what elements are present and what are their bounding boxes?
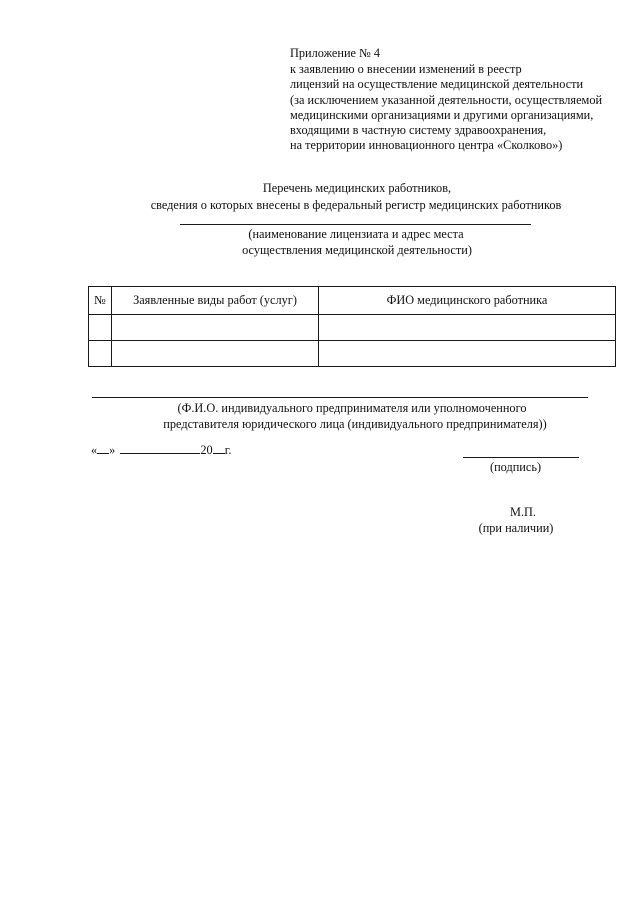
- appendix-line: к заявлению о внесении изменений в реестр: [290, 62, 522, 77]
- signatory-caption: [0, 400, 640, 432]
- table-cell-worker-name[interactable]: [319, 341, 616, 367]
- day-blank[interactable]: [97, 443, 109, 454]
- year-suffix: г.: [224, 443, 232, 457]
- document-title: [0, 180, 640, 213]
- licensee-caption: [0, 226, 640, 258]
- appendix-line: входящими в частную систему здравоохранения,: [290, 123, 547, 138]
- medical-staff-table: [88, 286, 616, 367]
- appendix-line: лицензий на осуществление медицинской деятельности: [290, 77, 584, 92]
- appendix-block: [290, 46, 602, 153]
- licensee-name-line[interactable]: [180, 224, 531, 225]
- year-blank[interactable]: [213, 443, 225, 454]
- month-blank[interactable]: [120, 443, 200, 454]
- seal-block: [471, 504, 561, 536]
- appendix-line: медицинскими организациями и другими организациями,: [290, 107, 594, 122]
- date-field: [91, 443, 231, 458]
- table-row: [89, 341, 616, 367]
- date-open-quote: «: [91, 443, 98, 457]
- title-line-2: сведения о которых внесены в федеральный регистр медицинских работников: [150, 197, 562, 212]
- signature-label: (подпись): [490, 460, 542, 474]
- table-cell-work-types[interactable]: [112, 315, 319, 341]
- column-header-worker-name: ФИО медицинского работника: [319, 287, 616, 315]
- signatory-caption-line-2: представителя юридического лица (индивидуального предпринимателя)): [163, 417, 547, 431]
- table-cell-number[interactable]: [89, 341, 112, 367]
- table-cell-number[interactable]: [89, 315, 112, 341]
- date-close-quote: »: [109, 443, 116, 457]
- table-cell-work-types[interactable]: [112, 341, 319, 367]
- appendix-line: на территории инновационного центра «Сколково»): [290, 138, 563, 153]
- table-header-row: [89, 287, 616, 315]
- signatory-name-line[interactable]: [92, 397, 588, 398]
- column-header-number: №: [89, 287, 112, 315]
- appendix-line: (за исключением указанной деятельности, осуществляемой: [290, 92, 603, 107]
- table-row: [89, 315, 616, 341]
- seal-label: М.П.: [510, 505, 536, 519]
- column-header-work-types: Заявленные виды работ (услуг): [112, 287, 319, 315]
- signatory-caption-line-1: (Ф.И.О. индивидуального предпринимателя или уполномоченного: [177, 401, 527, 415]
- year-prefix: 20: [200, 443, 213, 457]
- licensee-caption-line-1: (наименование лицензиата и адрес места: [248, 227, 464, 241]
- signature-line[interactable]: [463, 457, 579, 458]
- title-line-1: Перечень медицинских работников,: [262, 181, 452, 195]
- licensee-caption-line-2: осуществления медицинской деятельности): [242, 243, 472, 257]
- table-cell-worker-name[interactable]: [319, 315, 616, 341]
- seal-note: (при наличии): [478, 521, 554, 535]
- appendix-heading: Приложение № 4: [290, 46, 381, 60]
